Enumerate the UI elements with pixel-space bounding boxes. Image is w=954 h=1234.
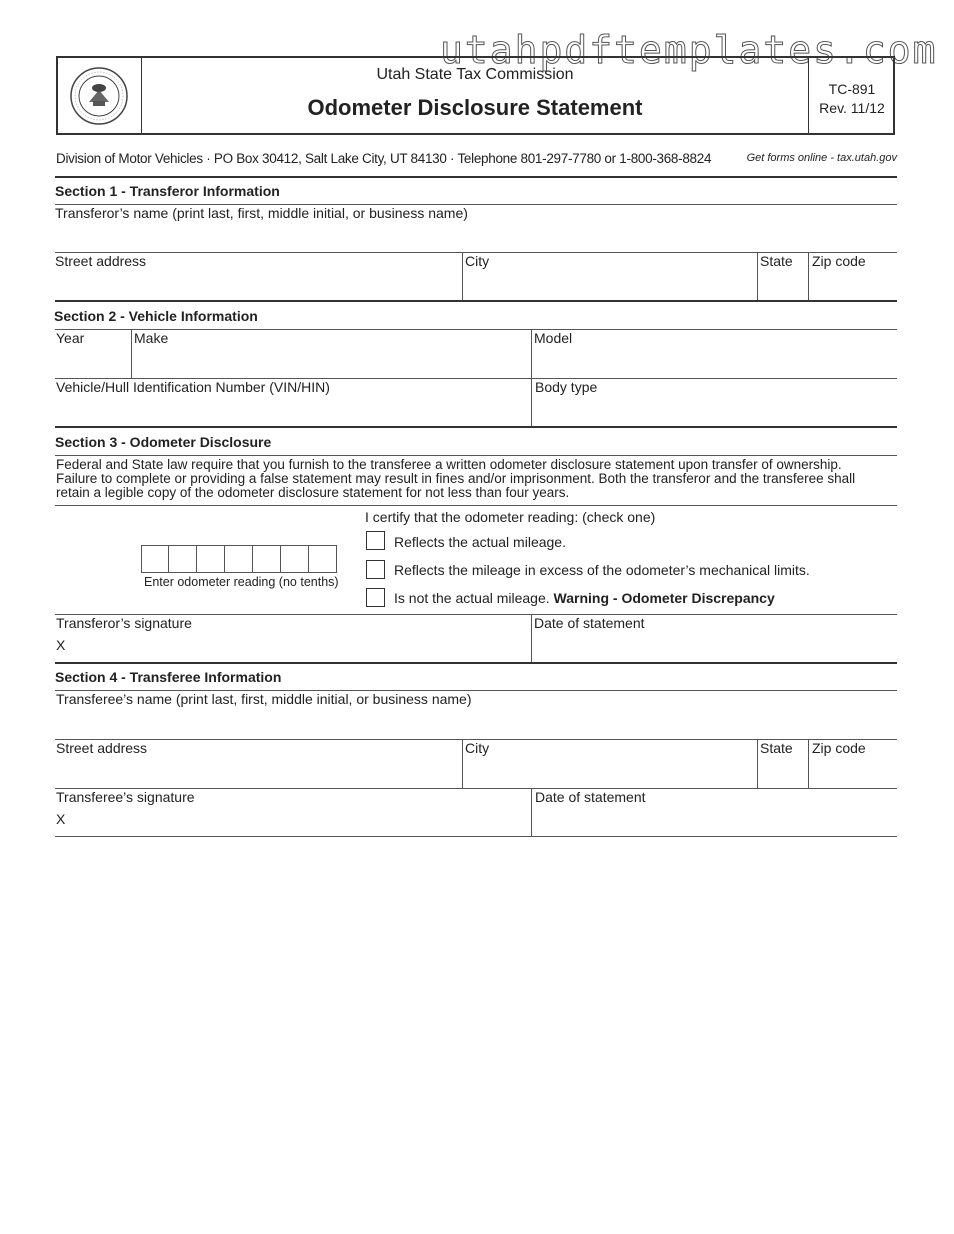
odometer-discrepancy-warning: Warning - Odometer Discrepancy — [553, 590, 775, 606]
transferee-state-label: State — [760, 740, 793, 756]
division-address: Division of Motor Vehicles · PO Box 30412, Salt Lake City, UT 84130 · Telephone 801-297-7780 or 1-800-368-8824 — [56, 151, 712, 166]
watermark-text: utahpdftemplates.com — [440, 28, 938, 72]
not-actual-mileage-checkbox[interactable] — [366, 588, 385, 607]
get-forms-link[interactable]: Get forms online - tax.utah.gov — [746, 152, 897, 164]
agency-name: Utah State Tax Commission — [376, 66, 574, 83]
section4-title: Section 4 - Transferee Information — [55, 669, 282, 685]
body-type-field[interactable] — [535, 397, 896, 426]
form-number-cell — [808, 56, 895, 135]
section2-title: Section 2 - Vehicle Information — [54, 308, 258, 324]
transferee-street-field[interactable] — [56, 759, 460, 788]
transferee-city-label: City — [465, 740, 490, 756]
odometer-digit-box[interactable] — [309, 545, 337, 573]
transferee-name-field[interactable] — [56, 710, 896, 739]
transferee-zip-field[interactable] — [812, 759, 896, 788]
transferor-zip-field[interactable] — [812, 272, 896, 300]
odometer-digit-box[interactable] — [197, 545, 225, 573]
seal-cell — [56, 56, 142, 135]
excess-mileage-label: Reflects the mileage in excess of the odometer’s mechanical limits. — [394, 562, 810, 578]
section3-title: Section 3 - Odometer Disclosure — [55, 434, 272, 450]
odometer-reading-boxes — [141, 545, 337, 573]
make-field[interactable] — [134, 348, 529, 378]
year-field[interactable] — [56, 348, 128, 378]
odometer-reading-label: Enter odometer reading (no tenths) — [144, 575, 339, 589]
model-field[interactable] — [534, 348, 896, 378]
transferor-street-field[interactable] — [55, 272, 460, 300]
transferee-signature-field[interactable] — [72, 806, 527, 836]
transferor-name-label: Transferor’s name (print last, first, middle initial, or business name) — [55, 205, 468, 221]
transferee-street-label: Street address — [56, 740, 148, 756]
odometer-digit-box[interactable] — [141, 545, 169, 573]
disclosure-paragraph — [56, 458, 896, 500]
form-number: TC-891 — [828, 81, 876, 97]
transferee-date-label: Date of statement — [535, 789, 646, 805]
transferor-city-label: City — [465, 253, 490, 269]
transferee-date-field[interactable] — [535, 808, 896, 836]
excess-mileage-checkbox[interactable] — [366, 560, 385, 579]
transferor-city-field[interactable] — [465, 272, 755, 300]
certify-label: I certify that the odometer reading: (check one) — [365, 509, 656, 525]
disclosure-line-3: retain a legible copy of the odometer disclosure statement for not less than four years. — [56, 485, 570, 500]
transferor-street-label: Street address — [55, 253, 147, 269]
transferor-name-field[interactable] — [55, 224, 895, 252]
transferor-date-field[interactable] — [534, 634, 896, 662]
odometer-digit-box[interactable] — [225, 545, 253, 573]
transferee-signature-label: Transferee’s signature — [56, 789, 195, 805]
transferor-signature-label: Transferor’s signature — [56, 615, 192, 631]
transferee-zip-label: Zip code — [812, 740, 866, 756]
transferor-state-field[interactable] — [760, 272, 806, 300]
transferor-state-label: State — [760, 253, 793, 269]
odometer-digit-box[interactable] — [281, 545, 309, 573]
vin-field[interactable] — [56, 397, 528, 426]
form-title: Odometer Disclosure Statement — [307, 95, 643, 120]
transferor-signature-field[interactable] — [72, 632, 527, 662]
body-type-label: Body type — [535, 379, 598, 395]
transferor-signature-x: X — [56, 637, 66, 653]
actual-mileage-checkbox[interactable] — [366, 531, 385, 550]
disclosure-line-1: Federal and State law require that you furnish to the transferee a written odometer disclosure statement upon transfer of ownership. — [56, 457, 842, 472]
form-revision: Rev. 11/12 — [819, 100, 885, 116]
transferee-name-label: Transferee’s name (print last, first, middle initial, or business name) — [56, 691, 472, 707]
transferee-state-field[interactable] — [760, 759, 806, 788]
year-label: Year — [56, 330, 85, 346]
transferee-signature-x: X — [56, 811, 66, 827]
not-actual-mileage-option — [394, 590, 775, 606]
vin-label: Vehicle/Hull Identification Number (VIN/HIN) — [56, 379, 330, 395]
section1-title: Section 1 - Transferor Information — [55, 183, 280, 199]
make-label: Make — [134, 330, 169, 346]
not-actual-mileage-label: Is not the actual mileage. — [394, 590, 550, 606]
model-label: Model — [534, 330, 573, 346]
disclosure-line-2: Failure to complete or providing a false statement may result in fines and/or imprisonment. Both the transferor and the transferee shall — [56, 471, 856, 486]
actual-mileage-label: Reflects the actual mileage. — [394, 534, 566, 550]
odometer-digit-box[interactable] — [169, 545, 197, 573]
utah-state-seal-icon — [69, 66, 129, 126]
odometer-digit-box[interactable] — [253, 545, 281, 573]
transferor-zip-label: Zip code — [812, 253, 866, 269]
transferor-date-label: Date of statement — [534, 615, 645, 631]
transferee-city-field[interactable] — [465, 759, 755, 788]
